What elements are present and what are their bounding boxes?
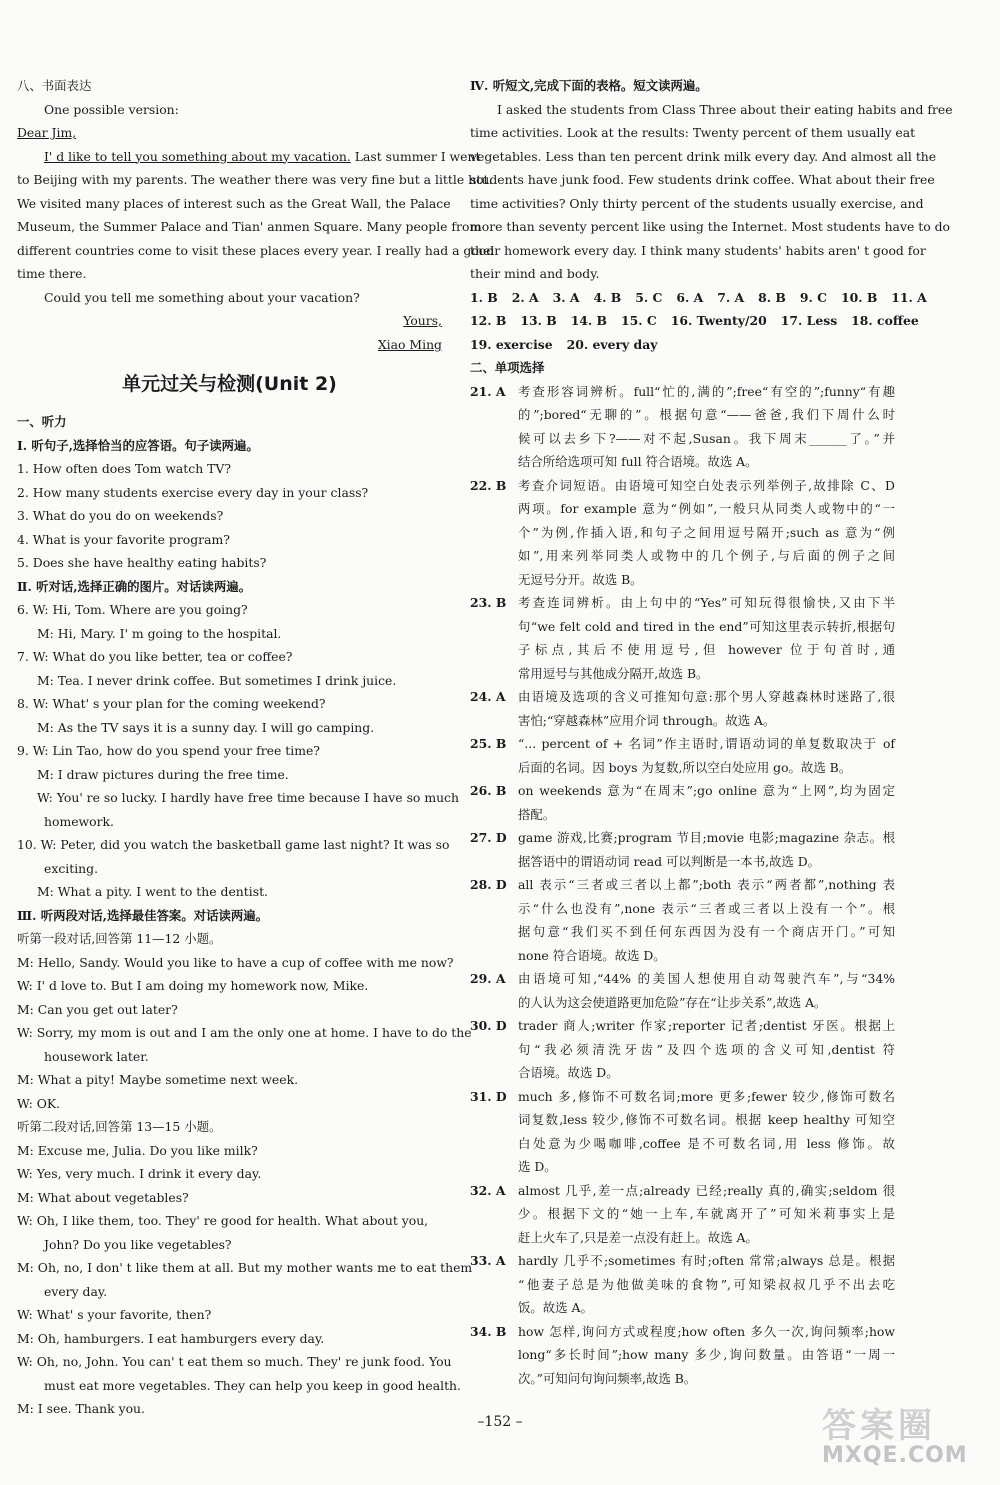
question-number: 27. D [470,830,507,845]
passage-line: time activities? Only thirty percent of the students usually exercise, and [470,195,924,211]
question-number: 30. D [470,1018,507,1033]
answer-item: 7. A [717,289,745,305]
question-item [470,1249,895,1320]
explanation-line: “... percent of + 名词”作主语时,谓语动词的单复数取决于 of [518,736,895,751]
question-number: 21. A [470,383,506,399]
dialog-line: housework later. [44,1048,149,1064]
explanation-line: 由语境及选项的含义可推知句意:那个男人穿越森林时迷路了,很 [518,689,895,704]
question-item [470,1014,895,1085]
dialog2-intro: 听第二段对话,回答第 13—15 小题。 [17,1119,222,1134]
letter-closing [17,309,442,333]
explanation-line: 据句意“我们买不到任何东西因为没有一个商店开门。”可知 [518,924,895,939]
explanation-line: 饭。故选 A。 [518,1300,593,1315]
watermark-chinese: 答案圈 [822,1406,936,1446]
explanation-line: all 表示“三者或三者以上都”;both 表示“两者都”,nothing 表 [518,877,895,892]
answer-row [470,309,919,333]
dialog-line: M: Hello, Sandy. Would you like to have a cup of coffee with me now? [17,954,454,970]
dialog-line: M: Hi, Mary. I' m going to the hospital. [37,625,282,641]
explanation-line: much 多,修饰不可数名词;more 更多;fewer 较少,修饰可数名 [518,1088,895,1104]
listening-passage [470,98,953,286]
explanation-line: trader 商人;writer 作家;reporter 记者;dentist 牙医。根据上 [518,1018,895,1033]
passage-line: vegetables. Less than ten percent drink milk every day. And almost all the [470,148,937,164]
explanation-line: 个”为例,作插入语,和句子之间用逗号隔开;such as 意为“例 [518,524,895,540]
explanation-line: 赶上火车了,只是差一点没有赶上。故选 A。 [518,1229,758,1245]
answer-item: 3. A [552,289,580,305]
dialog-line: 6. W: Hi, Tom. Where are you going? [17,602,248,617]
dialog1-lines [17,951,472,1116]
answer-item: 2. A [511,289,539,305]
explanation-line: 两项。for example 意为“例如”,一般只从同类人或物中的“一 [518,501,895,516]
answer-item: 17. Less [780,313,838,328]
question-number: 33. A [470,1253,506,1268]
dialog-line: W: What' s your favorite, then? [17,1307,212,1322]
dialog-line: homework. [44,813,114,829]
answer-item: 10. B [840,289,878,305]
explanation-line: 考查形容词辨析。full“忙的,满的”;free“有空的”;funny“有趣 [518,383,895,399]
listening-sentence: 2. How many students exercise every day in your class? [17,484,369,500]
explanation-line: 次。”可知问句询问频率,故选 B。 [518,1370,697,1386]
part2-dialogs [17,598,459,904]
answer-item: 12. B [470,313,507,328]
section-title-writing: 八、书面表达 [17,78,92,93]
passage-line: their homework every day. I think many students' habits aren' t good for [470,242,926,258]
question-item [470,685,895,732]
passage-line: more than seventy percent like using the Internet. Most students have to do [470,219,950,234]
explanation-line: 少。根据下文的“她一上车,车就离开了”可知米莉事实上是 [518,1206,895,1221]
letter-signature-name: Xiao Ming [377,336,442,352]
letter-greeting: Dear Jim, [17,125,77,140]
explanation-line: game 游戏,比赛;program 节目;movie 电影;magazine 杂志。根 [518,830,895,845]
explanation-line: 的”;bored“无聊的”。根据句意“——爸爸,我们下周什么时 [518,407,895,422]
dialog-line: W: You' re so lucky. I hardly have free time because I have so much [37,790,459,805]
listening-sentence: 5. Does she have healthy eating habits? [17,555,267,570]
dialog-line: W: Yes, very much. I drink it every day. [17,1166,262,1181]
question-explanation [518,474,895,592]
explanation-line: 合语境。故选 D。 [518,1065,619,1080]
question-number: 24. A [470,689,506,704]
answer-item: 5. C [635,289,663,305]
watermark-domain: MXQE.COM [822,1443,968,1468]
answer-item: 15. C [621,313,657,328]
passage-line: their mind and body. [470,266,600,281]
dialog-line: M: As the TV says it is a sunny day. I will go camping. [37,719,375,735]
explanation-line: 常用逗号与其他成分隔开,故选 B。 [518,665,709,681]
explanation-line: “他妻子总是为他做美味的食物”,可知梁叔叔几乎不出去吃 [518,1276,895,1292]
question-number: 29. A [470,971,506,986]
dialog-line: W: Oh, no, John. You can' t eat them so much. They' re junk food. You [17,1354,452,1369]
dialog-line: M: Oh, no, I don' t like them at all. But my mother wants me to eat them [17,1260,473,1275]
answer-item: 4. B [593,289,622,305]
dialog-line: must eat more vegetables. They can help you keep in good health. [44,1377,461,1393]
question-explanation [518,873,895,967]
dialog-line: M: Tea. I never drink coffee. But sometimes I drink juice. [37,672,397,688]
question-explanation [518,1320,895,1391]
question-item [470,967,895,1014]
letter-line-rest: Last summer I went [350,148,481,164]
question-number: 23. B [470,595,507,610]
dialog-line: 10. W: Peter, did you watch the basketball game last night? It was so [17,837,450,852]
dialog-line: W: OK. [17,1095,61,1111]
question-explanation [518,1249,895,1320]
question-item [470,1320,895,1391]
explanation-line: on weekends 意为“在周末”;go online 意为“上网”,均为固定 [518,783,895,798]
answer-item: 6. A [676,289,704,305]
explanation-line: 据答语中的谓语动词 read 可以判断是一本书,故选 D。 [518,853,821,869]
question-explanations [470,380,895,1391]
part4-title: Ⅳ. 听短文,完成下面的表格。短文读两遍。 [470,78,708,93]
dialog-line: 8. W: What' s your plan for the coming weekend? [17,696,326,711]
question-number: 31. D [470,1088,507,1104]
dialog2-lines [17,1139,473,1421]
explanation-line: 词复数,less 较少,修饰不可数名词。根据 keep healthy 可知空 [518,1112,895,1127]
answer-item: 19. exercise [470,336,553,352]
explanation-line: 白处意为少喝咖啡,coffee 是不可数名词,用 less 修饰。故 [518,1135,895,1151]
question-item [470,779,895,826]
dialog-line: 9. W: Lin Tao, how do you spend your free time? [17,743,320,758]
answer-item: 20. every day [566,336,658,352]
passage-line: students have junk food. Few students drink coffee. What about their free [470,172,935,187]
answer-row [470,333,895,357]
letter-line: different countries come to visit these places every year. I really had a good [17,242,495,258]
answer-item: 16. Twenty/20 [670,313,767,328]
explanation-line: 的人认为这会使道路更加危险”存在“让步关系”,故选 A。 [518,994,827,1010]
question-item [470,591,895,685]
dialog1-intro: 听第一段对话,回答第 11—12 小题。 [17,931,222,946]
explanation-line: 候可以去乡下?——对不起,Susan。我下周末______了。”并 [518,430,895,446]
dialog-line: M: What about vegetables? [17,1189,189,1205]
question-number: 32. A [470,1182,506,1198]
part1-title: Ⅰ. 听句子,选择恰当的应答语。句子读两遍。 [17,437,259,453]
answer-item: 11. A [891,289,927,305]
letter-line: Museum, the Summer Palace and Tian' anmen Square. Many people from [17,219,482,234]
question-number: 26. B [470,783,507,798]
question-number: 25. B [470,736,507,751]
question-number: 22. B [470,477,507,493]
possible-version-label: One possible version: [44,101,179,117]
answer-key [470,286,927,357]
part3-title: Ⅲ. 听两段对话,选择最佳答案。对话读两遍。 [17,907,269,923]
explanation-line: none 符合语境。故选 D。 [518,947,666,963]
explanation-line: 由语境可知,“44% 的美国人想使用自动驾驶汽车”,与“34% [518,971,895,986]
listening-sentence: 3. What do you do on weekends? [17,508,224,523]
letter-line [17,145,481,169]
dialog-line: M: I see. Thank you. [17,1401,145,1416]
explanation-line: 句“我必须清洗牙齿”及四个选项的含义可知,dentist 符 [518,1041,895,1057]
answer-row [470,286,927,310]
dialog-line: W: Oh, I like them, too. They' re good for health. What about you, [17,1213,429,1228]
listening-sentence: 1. How often does Tom watch TV? [17,461,232,476]
passage-line: I asked the students from Class Three about their eating habits and free [497,101,953,117]
dialog-line: every day. [44,1283,108,1299]
question-explanation [518,1179,895,1250]
dialog-line: M: Excuse me, Julia. Do you like milk? [17,1142,258,1158]
explanation-line: 后面的名词。因 boys 为复数,所以空白处应用 go。故选 B。 [518,759,852,775]
letter-underlined-sentence: I' d like to tell you something about my vacation. [44,148,351,164]
passage-line: time activities. Look at the results: Twenty percent of them usually eat [470,125,916,140]
explanation-line: 搭配。 [518,806,556,822]
part1-items [17,457,442,575]
dialog-line: W: I' d love to. But I am doing my homework now, Mike. [17,978,369,993]
explanation-line: 子标点,其后不使用逗号,但 however 位于句首时,通 [518,642,895,657]
section-title-listening: 一、听力 [17,414,67,429]
dialog-line: M: What a pity! Maybe sometime next week. [17,1072,299,1087]
dialog-line: M: Can you get out later? [17,1001,178,1017]
letter-body [17,168,495,286]
dialog-line: M: Oh, hamburgers. I eat hamburgers every day. [17,1330,325,1346]
dialog-line: W: Sorry, my mom is out and I am the only one at home. I have to do the [17,1025,472,1040]
question-explanation [518,591,895,685]
explanation-line: 无逗号分开。故选 B。 [518,571,643,587]
explanation-line: hardly 几乎不;sometimes 有时;often 常常;always 总是。根据 [518,1253,895,1268]
question-explanation [518,967,895,1014]
question-item [470,474,895,592]
letter-question: Could you tell me something about your vacation? [44,289,360,305]
explanation-line: almost 几乎,差一点;already 已经;really 真的,确实;seldom 很 [518,1182,895,1198]
letter-closing-yours: Yours, [403,313,442,328]
question-number: 34. B [470,1323,507,1339]
explanation-line: long“多长时间”;how many 多少,询问数量。由答语“一周一 [518,1347,895,1362]
answer-item: 14. B [570,313,608,328]
question-item [470,732,895,779]
question-item [470,826,895,873]
letter-line: to Beijing with my parents. The weather there was very fine but a little hot. [17,172,493,187]
answer-item: 8. B [758,289,786,305]
letter-signature [17,333,442,357]
answer-item: 18. coffee [851,313,919,328]
explanation-line: 示“什么也没有”,none 表示“三者或三者以上没有一个”。根 [518,900,895,916]
unit-title: 单元过关与检测(Unit 2) [122,373,337,395]
question-item [470,1179,895,1250]
explanation-line: 结合所给选项可知 full 符合语境。故选 A。 [518,454,758,469]
section-title-single-choice: 二、单项选择 [470,360,545,375]
letter-line: We visited many places of interest such as the Great Wall, the Palace [17,195,451,211]
explanation-line: 选 D。 [518,1159,557,1174]
question-item [470,1085,895,1179]
question-item [470,873,895,967]
question-explanation [518,779,895,826]
listening-sentence: 4. What is your favorite program? [17,531,230,547]
explanation-line: how 怎样,询问方式或程度;how often 多久一次,询问频率;how [518,1323,895,1339]
question-explanation [518,1014,895,1085]
explanation-line: 考查连词辨析。由上句中的“Yes”可知玩得很愉快,又由下半 [518,595,895,610]
dialog-line: 7. W: What do you like better, tea or coffee? [17,649,293,664]
explanation-line: 句“we felt cold and tired in the end”可知这里表示转折,根据句 [518,618,895,634]
question-item [470,380,895,474]
answer-item: 1. B [470,289,498,305]
question-explanation [518,732,895,779]
site-watermark-logo [822,1398,992,1478]
explanation-line: 如”,用来列举同类人或物中的几个例子,与后面的例子之间 [518,548,895,563]
page-number: –152 – [477,1414,523,1430]
part2-title: Ⅱ. 听对话,选择正确的图片。对话读两遍。 [17,578,252,594]
question-explanation [518,380,895,474]
question-explanation [518,1085,895,1179]
dialog-line: John? Do you like vegetables? [44,1236,232,1252]
dialog-line: M: I draw pictures during the free time. [37,766,289,782]
right-column [470,74,953,1390]
question-number: 28. D [470,877,507,892]
question-explanation [518,826,895,873]
explanation-line: 害怕;“穿越森林”应用介词 through。故选 A。 [518,712,776,728]
dialog-line: exciting. [44,860,99,876]
answer-item: 9. C [799,289,827,305]
dialog-line: M: What a pity. I went to the dentist. [37,884,268,899]
explanation-line: 考查介词短语。由语境可知空白处表示列举例子,故排除 C、D [518,477,895,493]
letter-line: time there. [17,266,87,281]
question-explanation [518,685,895,732]
answer-item: 13. B [520,313,557,328]
